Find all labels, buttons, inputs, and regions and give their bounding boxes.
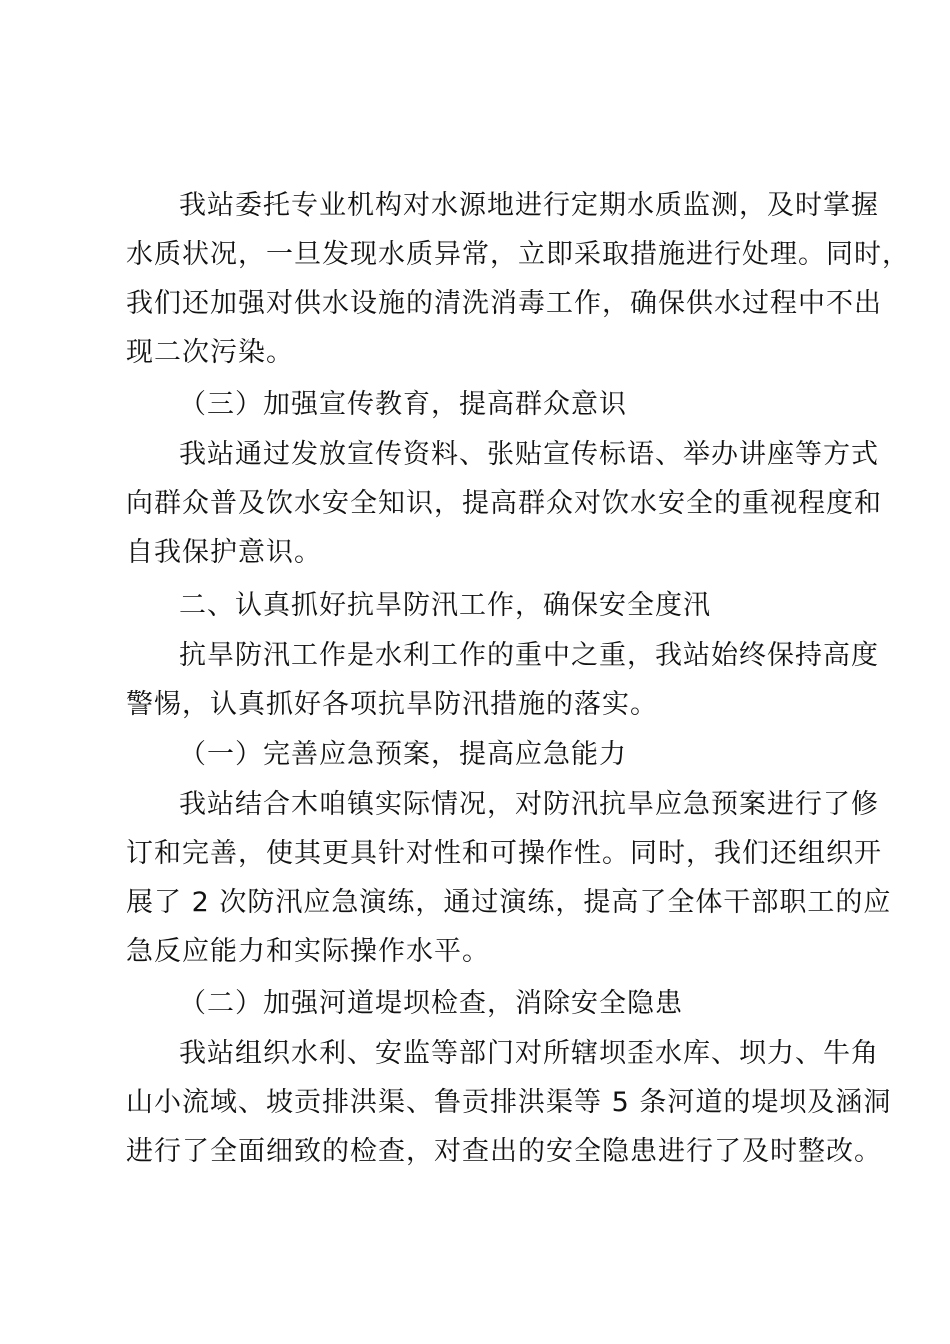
paragraph-river-line-1: 我站组织水利、安监等部门对所辖坝歪水库、坝力、牛角 (179, 1038, 879, 1069)
paragraph-river-line-3: 进行了全面细致的检查，对查出的安全隐患进行了及时整改。 (126, 1136, 882, 1167)
paragraph-emergency-line-3: 展了 2 次防汛应急演练，通过演练，提高了全体干部职工的应 (126, 887, 892, 918)
paragraph-publicity-line-3: 自我保护意识。 (126, 537, 322, 568)
paragraph-water-monitoring-line-3: 我们还加强对供水设施的清洗消毒工作，确保供水过程中不出 (126, 288, 882, 319)
paragraph-publicity-line-2: 向群众普及饮水安全知识，提高群众对饮水安全的重视程度和 (126, 488, 882, 519)
section-heading-river-inspection: （二）加强河道堤坝检查，消除安全隐患 (179, 988, 683, 1019)
paragraph-river-line-2: 山小流域、坡贡排洪渠、鲁贡排洪渠等 5 条河道的堤坝及涵洞 (126, 1087, 892, 1118)
paragraph-water-monitoring-line-4: 现二次污染。 (126, 337, 294, 368)
paragraph-flood-control-line-2: 警惕，认真抓好各项抗旱防汛措施的落实。 (126, 689, 658, 720)
paragraph-water-monitoring-line-1: 我站委托专业机构对水源地进行定期水质监测，及时掌握 (179, 190, 879, 221)
paragraph-emergency-line-4: 急反应能力和实际操作水平。 (126, 936, 490, 967)
paragraph-publicity-line-1: 我站通过发放宣传资料、张贴宣传标语、举办讲座等方式 (179, 439, 879, 470)
paragraph-water-monitoring-line-2: 水质状况，一旦发现水质异常，立即采取措施进行处理。同时， (126, 239, 910, 270)
paragraph-flood-control-line-1: 抗旱防汛工作是水利工作的重中之重，我站始终保持高度 (179, 640, 879, 671)
section-heading-publicity: （三）加强宣传教育，提高群众意识 (179, 389, 627, 420)
paragraph-emergency-line-1: 我站结合木咱镇实际情况，对防汛抗旱应急预案进行了修 (179, 789, 879, 820)
section-heading-emergency-plan: （一）完善应急预案，提高应急能力 (179, 739, 627, 770)
paragraph-emergency-line-2: 订和完善，使其更具针对性和可操作性。同时，我们还组织开 (126, 838, 882, 869)
section-heading-flood-control: 二、认真抓好抗旱防汛工作，确保安全度汛 (179, 590, 711, 621)
